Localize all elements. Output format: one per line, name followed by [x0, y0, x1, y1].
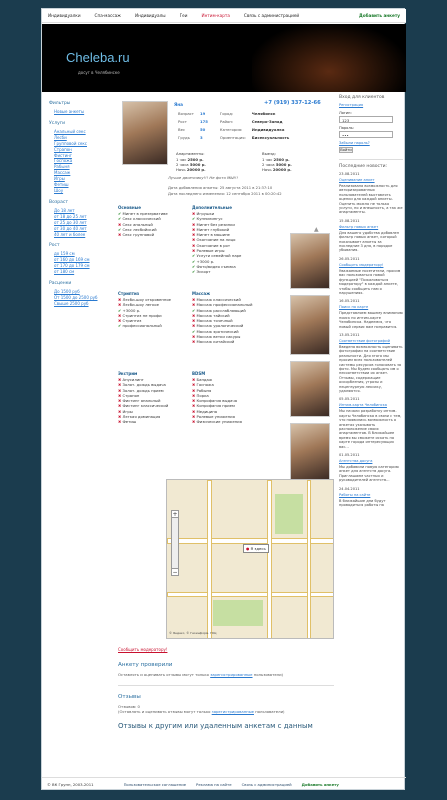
svc-link[interactable]: Фистинг — [54, 152, 72, 158]
zoom-in-button[interactable]: + — [172, 511, 178, 518]
report-moderator-link[interactable]: Сообщить модератору! — [118, 647, 168, 652]
svc-link[interactable]: Фетиш — [54, 182, 69, 188]
service-item — [118, 419, 168, 424]
cross-icon: ✖ — [192, 323, 197, 329]
service-group — [192, 291, 252, 345]
footer-link[interactable]: Добавить анкету — [301, 782, 339, 787]
age-link[interactable]: от 30 до 40 лет — [54, 225, 87, 231]
cross-icon: ✖ — [118, 408, 123, 414]
service-label: профессиональный — [122, 323, 162, 329]
profile-params — [174, 109, 293, 143]
apt-duration: 2 часа — [176, 162, 189, 167]
service-label: Секс анальный — [122, 221, 153, 227]
news-item — [339, 487, 403, 508]
age-link[interactable]: До 18 лет — [54, 207, 75, 213]
map-park — [275, 494, 303, 534]
service-label: Игрушки — [196, 211, 215, 216]
gallery-photo[interactable] — [290, 295, 330, 355]
news-item — [339, 219, 403, 253]
news-item — [339, 257, 403, 295]
service-label: Золот. дождь прием — [122, 387, 164, 393]
profile-note: Лучше двоечнику!!! Не фото МЫ!!! — [168, 175, 239, 180]
map-copyright: © Яндекс, © Геоинформ. ГКЦ — [169, 631, 217, 635]
price-apartments — [176, 151, 206, 172]
cross-icon: ✖ — [192, 339, 197, 345]
news-date: 24.04.2011 — [339, 486, 360, 491]
bust-label: Грудь — [178, 135, 190, 140]
location-map[interactable] — [166, 479, 334, 639]
service-label: Массаж тайский — [196, 312, 230, 318]
service-label: Госпожа — [196, 382, 214, 388]
cross-icon: ✖ — [118, 297, 123, 302]
svc-link[interactable]: Игры — [54, 176, 65, 182]
gallery-photo[interactable] — [290, 361, 330, 417]
service-label: Стриптиз не профи — [122, 312, 162, 318]
cross-icon: ✖ — [192, 302, 197, 308]
check-icon: ✔ — [118, 216, 123, 222]
page-container — [41, 8, 405, 790]
gallery-photo[interactable] — [290, 233, 330, 289]
service-label: Ролевые унижения — [196, 414, 235, 420]
cross-icon: ✖ — [192, 414, 197, 420]
service-group-title: Экстрим — [118, 371, 138, 376]
cross-icon: ✖ — [192, 334, 197, 340]
reviews-text-body: (Оставлять и оценивать отзывы могут только — [118, 709, 211, 714]
news-date: 05.05.2011 — [339, 397, 360, 402]
news-text: Представляем вашему вниманию поиск по интим-карте Челябинска. Надеемся, что новый сервис вам понравится. — [339, 311, 403, 329]
check-icon: ✔ — [192, 216, 197, 222]
footer-link[interactable]: Пользовательское соглашение — [123, 782, 187, 787]
service-label: Минет в машине — [196, 232, 230, 238]
profile-photo[interactable] — [122, 101, 168, 165]
checked-text — [118, 672, 334, 677]
service-label: Копрофагия выдача — [196, 398, 238, 404]
news-text: В ближайшие дни будут проводиться работы на — [339, 498, 386, 508]
zoom-out-button[interactable]: − — [172, 569, 178, 576]
service-label: Рабыня — [196, 387, 212, 393]
news-text: Для вашего удобства добавлен фильтр новых анкет, который показывает анкеты за последние 3 дня, в порядке убывания. — [339, 230, 400, 253]
service-label: Фетиш — [122, 419, 137, 425]
cross-icon: ✖ — [192, 377, 197, 382]
news-item — [339, 397, 403, 449]
check-icon: ✔ — [118, 211, 123, 216]
category-label: Категория: — [219, 127, 243, 132]
service-label: Ролевые игры — [196, 248, 225, 254]
category-value: Индивидуалка — [251, 127, 285, 132]
price-link[interactable]: До 1500 руб — [54, 289, 80, 295]
weight-label: Вес — [178, 127, 186, 132]
service-group-title: Основные — [118, 205, 141, 210]
service-label: Массаж ветки сакуры — [196, 334, 241, 340]
out-price: 20000 р. — [272, 167, 292, 172]
zoom-slider[interactable] — [171, 518, 179, 568]
check-icon: ✔ — [192, 258, 197, 264]
check-icon: ✔ — [118, 323, 123, 329]
service-label: Массаж профессиональный — [196, 302, 253, 308]
nav-men[interactable]: Индивидуалы — [134, 13, 166, 18]
service-item — [118, 232, 168, 237]
top-nav — [42, 9, 406, 23]
forgot-password-link[interactable]: Забыли пароль? — [339, 141, 370, 145]
check-icon: ✔ — [192, 328, 197, 334]
service-label: Массаж точечный — [196, 318, 233, 324]
reviews-count: Отзывов: 0 — [118, 704, 140, 709]
left-sidebar — [49, 95, 115, 307]
cross-icon: ✖ — [192, 232, 197, 238]
map-park — [213, 600, 263, 626]
service-item — [192, 339, 252, 344]
registered-link[interactable]: зарегистрированные — [210, 672, 253, 677]
site-tagline: досуг в Челябинске — [78, 70, 120, 75]
age-heading: Возраст — [49, 199, 68, 205]
checked-title: Анкету проверили — [118, 662, 173, 668]
svc-link[interactable]: Госпожа — [54, 158, 73, 164]
svc-link[interactable]: Шоу — [54, 187, 64, 193]
nav-intim-map[interactable]: Интим-карта — [201, 13, 230, 18]
news-date: 13.05.2011 — [339, 332, 360, 337]
service-label: +3000 р. — [122, 307, 141, 313]
cross-icon: ✖ — [192, 398, 197, 404]
out-price: 2500 р. — [273, 157, 290, 162]
service-label: Куннилингус — [196, 216, 223, 222]
service-group-title: BDSM — [192, 371, 206, 376]
service-label: Лесби-шоу легкое — [122, 302, 159, 308]
svc-link[interactable]: Массаж — [54, 170, 71, 176]
cross-icon: ✖ — [192, 237, 197, 243]
cross-icon: ✖ — [192, 211, 197, 216]
map-road — [267, 480, 272, 639]
height-link[interactable]: от 160 до 169 см — [54, 257, 90, 263]
news-item — [339, 172, 403, 215]
service-label: +3000 р. — [196, 258, 215, 264]
news-text: Реализована возможность для авторизированных пользователей выставлять оценки для каждой анкеты. Оценить можно не только услуги, но и внешность, а так же апартаменты. — [339, 184, 403, 215]
check-icon: ✔ — [118, 226, 123, 232]
cross-icon: ✖ — [192, 226, 197, 232]
password-input[interactable]: ••• — [339, 131, 393, 138]
cross-icon: ✖ — [192, 297, 197, 302]
news-date: 16.05.2011 — [339, 299, 360, 304]
orientation-label: Ориентация: — [219, 135, 246, 140]
check-icon: ✔ — [192, 263, 197, 269]
cross-icon: ✖ — [192, 392, 197, 398]
city-label: Город: — [219, 111, 234, 116]
apt-duration: Ночь — [176, 167, 186, 172]
area-label: Район: — [219, 119, 234, 124]
cross-icon: ✖ — [118, 387, 123, 393]
right-sidebar — [339, 95, 403, 512]
profile-name: Яна — [174, 102, 183, 107]
service-label: Фистинг классический — [122, 403, 169, 409]
register-link[interactable]: Регистрация — [339, 103, 364, 107]
service-label: Окончание в рот — [196, 242, 231, 248]
price-link[interactable]: От 1500 до 2500 руб — [54, 294, 98, 300]
svc-link[interactable]: Страпон — [54, 146, 72, 152]
service-label: Фото/видео съемка — [196, 263, 236, 269]
service-group — [118, 371, 168, 425]
check-icon: ✔ — [118, 307, 123, 313]
check-icon: ✔ — [192, 307, 197, 313]
apt-price: 5000 р. — [189, 162, 206, 167]
cross-icon: ✖ — [118, 318, 123, 324]
news-item — [339, 299, 403, 329]
news-title[interactable]: Фильтр новых анкет — [339, 224, 379, 229]
nav-contact[interactable]: Связь с администрацией — [243, 13, 300, 18]
news-list — [339, 172, 403, 508]
cross-icon: ✖ — [118, 403, 123, 409]
services-heading: Услуги — [49, 120, 66, 126]
height-value: 175 — [199, 119, 208, 124]
news-date: 15.08.2011 — [339, 218, 360, 223]
news-title[interactable]: Сообщить модератору! — [339, 262, 384, 267]
service-label: Массаж расслабляющий — [196, 307, 246, 313]
service-item — [192, 419, 242, 424]
height-link[interactable]: от 170 до 179 см — [54, 263, 90, 269]
service-label: Игры — [122, 408, 133, 414]
service-label: Секс лесбийский — [122, 226, 157, 232]
profile-phone: +7 (919) 337-12-66 — [264, 100, 321, 106]
price-outcall — [262, 151, 292, 172]
news-title[interactable]: Агентства досуга — [339, 459, 373, 464]
service-label: Золот. дождь выдача — [122, 382, 166, 388]
news-text: Мы начали разработку интим-карты Челябинска в связи с тем, что появились возможность о анкетах указывать расположение своих апартаментов. В ближайшее время вы сможете искать на карте города интересующих вас... — [339, 409, 402, 449]
service-label: Секс классический — [122, 216, 161, 222]
footer — [42, 777, 406, 791]
nav-gay[interactable]: Геи — [179, 13, 188, 18]
service-label: Минет в презервативе — [122, 211, 168, 216]
gallery-photo[interactable] — [290, 423, 330, 481]
service-label: Порка — [196, 392, 209, 398]
height-label: Рост — [178, 119, 187, 124]
cross-icon: ✖ — [118, 414, 123, 420]
footer-link[interactable]: Реклама на сайте — [196, 782, 232, 787]
footer-link[interactable]: Связь с администрацией — [241, 782, 292, 787]
out-price: 5000 р. — [275, 162, 292, 167]
news-item — [339, 453, 403, 483]
cross-icon: ✖ — [118, 398, 123, 404]
news-text: Введена возможность оценивать фотографии на соответствие реальности. Для этого мы просим всех пользователей системы ресурсов голосовать за фото. Мы будем сообщать им о несоответствии их анкет. Отзывы, содержащие оскорбления, угрозы и нецензурную лексику, удаляются. — [339, 344, 403, 393]
service-group — [118, 205, 168, 237]
service-item — [118, 323, 171, 328]
service-label: Медицина — [196, 408, 218, 414]
news-heading: Последние новости: — [339, 164, 388, 169]
service-label: Массаж китайский — [196, 339, 235, 345]
login-label: Логин: — [339, 111, 352, 115]
cross-icon: ✖ — [192, 403, 197, 409]
out-title: Выезд: — [262, 151, 276, 156]
age-link[interactable]: от 18 до 25 лет — [54, 213, 87, 219]
news-date: 26.05.2011 — [339, 256, 360, 261]
apt-title: Апартаменты: — [176, 151, 205, 156]
service-label: Эскорт — [196, 269, 211, 275]
login-input[interactable]: 123 — [339, 116, 393, 123]
cross-icon: ✖ — [118, 232, 123, 238]
service-group — [192, 205, 241, 275]
checked-text-body: Оставлять и оценивать отзывы могут только — [118, 672, 209, 677]
svc-link[interactable]: Групповой секс — [54, 140, 87, 146]
svc-link[interactable]: Рабыня — [54, 164, 70, 170]
service-label: Анусилинг — [122, 377, 144, 382]
reviews-text — [118, 709, 334, 714]
reviews-users: пользователи) — [255, 709, 285, 714]
cross-icon: ✖ — [192, 382, 197, 388]
weight-value: 50 — [199, 127, 206, 132]
gallery-up-arrow[interactable]: ▲ — [314, 226, 319, 233]
service-label: Фистинг анальный — [122, 398, 161, 404]
footer-copyright: © ВК Групп, 2003-2011 — [47, 782, 94, 787]
nav-individuals[interactable]: Индивидуалки — [48, 13, 81, 18]
news-title[interactable]: Поиск по карте — [339, 305, 369, 310]
nav-spa[interactable]: Спа-массаж — [94, 13, 121, 18]
apt-price: 2500 р. — [187, 157, 204, 162]
cross-icon: ✖ — [192, 387, 197, 393]
service-group-title: Массаж — [192, 291, 211, 296]
cross-icon: ✖ — [192, 242, 197, 248]
cross-icon: ✖ — [192, 248, 197, 254]
svc-link[interactable]: Анальный секс — [54, 128, 86, 134]
added-date: Дата добавления анкеты: 25 августа 2011 в 21:37:10 — [168, 186, 273, 190]
similar-title: Отзывы к другим или удаленным анкетам с данным — [118, 722, 313, 730]
service-label: Секс групповой — [122, 232, 155, 238]
news-title[interactable]: Соответствие фотографий — [339, 338, 390, 343]
news-title[interactable]: Работы на сайте — [339, 492, 371, 497]
service-label: Массаж эротический — [196, 328, 239, 334]
login-button[interactable]: Войти — [340, 148, 352, 152]
cross-icon: ✖ — [118, 419, 123, 425]
orientation-value: Бисексуальность — [251, 135, 290, 140]
bust-value: 3 — [199, 135, 203, 140]
service-label: Массаж классический — [196, 297, 241, 302]
news-text: Уважаемые посетители, просим вас пользоваться новой функцией "Пожаловаться модератору" в каждой анкете, чтобы сообщить нам о нарушениях. — [339, 268, 401, 295]
filter-new-ads[interactable]: Новые анкеты — [54, 109, 85, 114]
price-link[interactable]: Свыше 2500 руб — [54, 300, 89, 306]
service-label: Страпон — [122, 392, 140, 398]
password-label: Пароль: — [339, 126, 355, 130]
site-logo[interactable]: Cheleba.ru — [66, 50, 130, 65]
out-duration: Ночь — [262, 167, 272, 172]
service-group — [118, 291, 171, 329]
service-label: Лесби-шоу откровенное — [122, 297, 171, 302]
service-label: Окончание на лицо — [196, 237, 236, 243]
svc-link[interactable]: Лесби — [54, 134, 67, 140]
checked-users: пользователи) — [253, 672, 284, 677]
service-label: Копрофагия прием — [196, 403, 235, 409]
height-heading: Рост — [49, 243, 60, 249]
height-link[interactable]: от 180 см — [54, 269, 75, 275]
map-balloon-label: Я здесь — [250, 546, 266, 551]
height-link[interactable]: до 159 см — [54, 251, 75, 257]
cross-icon: ✖ — [118, 312, 123, 318]
apt-duration: 1 час — [176, 157, 187, 162]
service-label: Услуги семейной паре — [196, 253, 242, 259]
age-link[interactable]: от 25 до 30 лет — [54, 219, 87, 225]
check-icon: ✔ — [192, 253, 197, 259]
updated-date: Дата последнего изменения: 12 сентября 2011 в 00:20:42 — [168, 192, 282, 196]
cross-icon: ✖ — [118, 377, 123, 382]
check-icon: ✔ — [192, 269, 197, 275]
service-group-title: Стриптиз — [118, 291, 140, 296]
cross-icon: ✖ — [118, 302, 123, 308]
service-group — [192, 371, 242, 425]
city-value: Челябинск — [251, 111, 276, 116]
service-item — [192, 269, 241, 274]
reviews-title: Отзывы — [118, 694, 141, 700]
service-label: Стриптиз — [122, 318, 142, 324]
login-heading: Вход для клиентов — [339, 95, 385, 100]
map-road — [207, 480, 212, 639]
age-link[interactable]: 40 лет и более — [54, 231, 86, 237]
cross-icon: ✖ — [192, 318, 197, 324]
bottom-section — [118, 647, 334, 734]
cross-icon: ✖ — [118, 221, 123, 227]
age-label: Возраст — [178, 111, 194, 116]
area-value: Северо-Запад — [251, 119, 283, 124]
news-title[interactable]: Оценивание анкет — [339, 178, 375, 182]
cross-icon: ✖ — [192, 408, 197, 414]
map-road — [307, 480, 311, 639]
service-label: Массаж урологический — [196, 323, 244, 329]
cross-icon: ✖ — [192, 419, 197, 425]
map-zoom-control[interactable] — [171, 510, 179, 580]
out-duration: 2 часа — [262, 162, 275, 167]
news-item — [339, 333, 403, 393]
service-label: Физические унижения — [196, 419, 242, 425]
map-balloon[interactable]: ● Я здесь — [243, 544, 269, 553]
registered-link-2[interactable]: зарегистрированные — [211, 709, 254, 714]
service-label: Минет без резинки — [196, 221, 235, 227]
price-heading: Расценки — [49, 281, 72, 287]
news-date: 23.08.2011 — [339, 172, 360, 176]
service-label: Бандаж — [196, 377, 213, 382]
cross-icon: ✖ — [118, 382, 123, 388]
apt-price: 20000 р. — [186, 167, 206, 172]
nav-add-ad[interactable]: Добавить анкету — [358, 13, 400, 18]
cross-icon: ✖ — [118, 392, 123, 398]
news-text: Мы добавили новую категорию анкет для агентств досуга. Приглашаем частных и руководителей агентств... — [339, 465, 399, 483]
age-value: 19 — [199, 111, 206, 116]
out-duration: 1 час — [262, 157, 273, 162]
service-group-title: Дополнительные — [192, 205, 232, 210]
news-title[interactable]: Интим-карта Челябинска — [339, 403, 387, 408]
header-banner — [42, 24, 406, 92]
cross-icon: ✖ — [192, 221, 197, 227]
banner-image — [252, 24, 406, 92]
service-label: Легкая доминация — [122, 414, 161, 420]
news-date: 01.05.2011 — [339, 453, 360, 458]
filters-heading: Фильтры — [49, 101, 71, 106]
cross-icon: ✖ — [192, 312, 197, 318]
service-label: Минет глубокий — [196, 226, 230, 232]
